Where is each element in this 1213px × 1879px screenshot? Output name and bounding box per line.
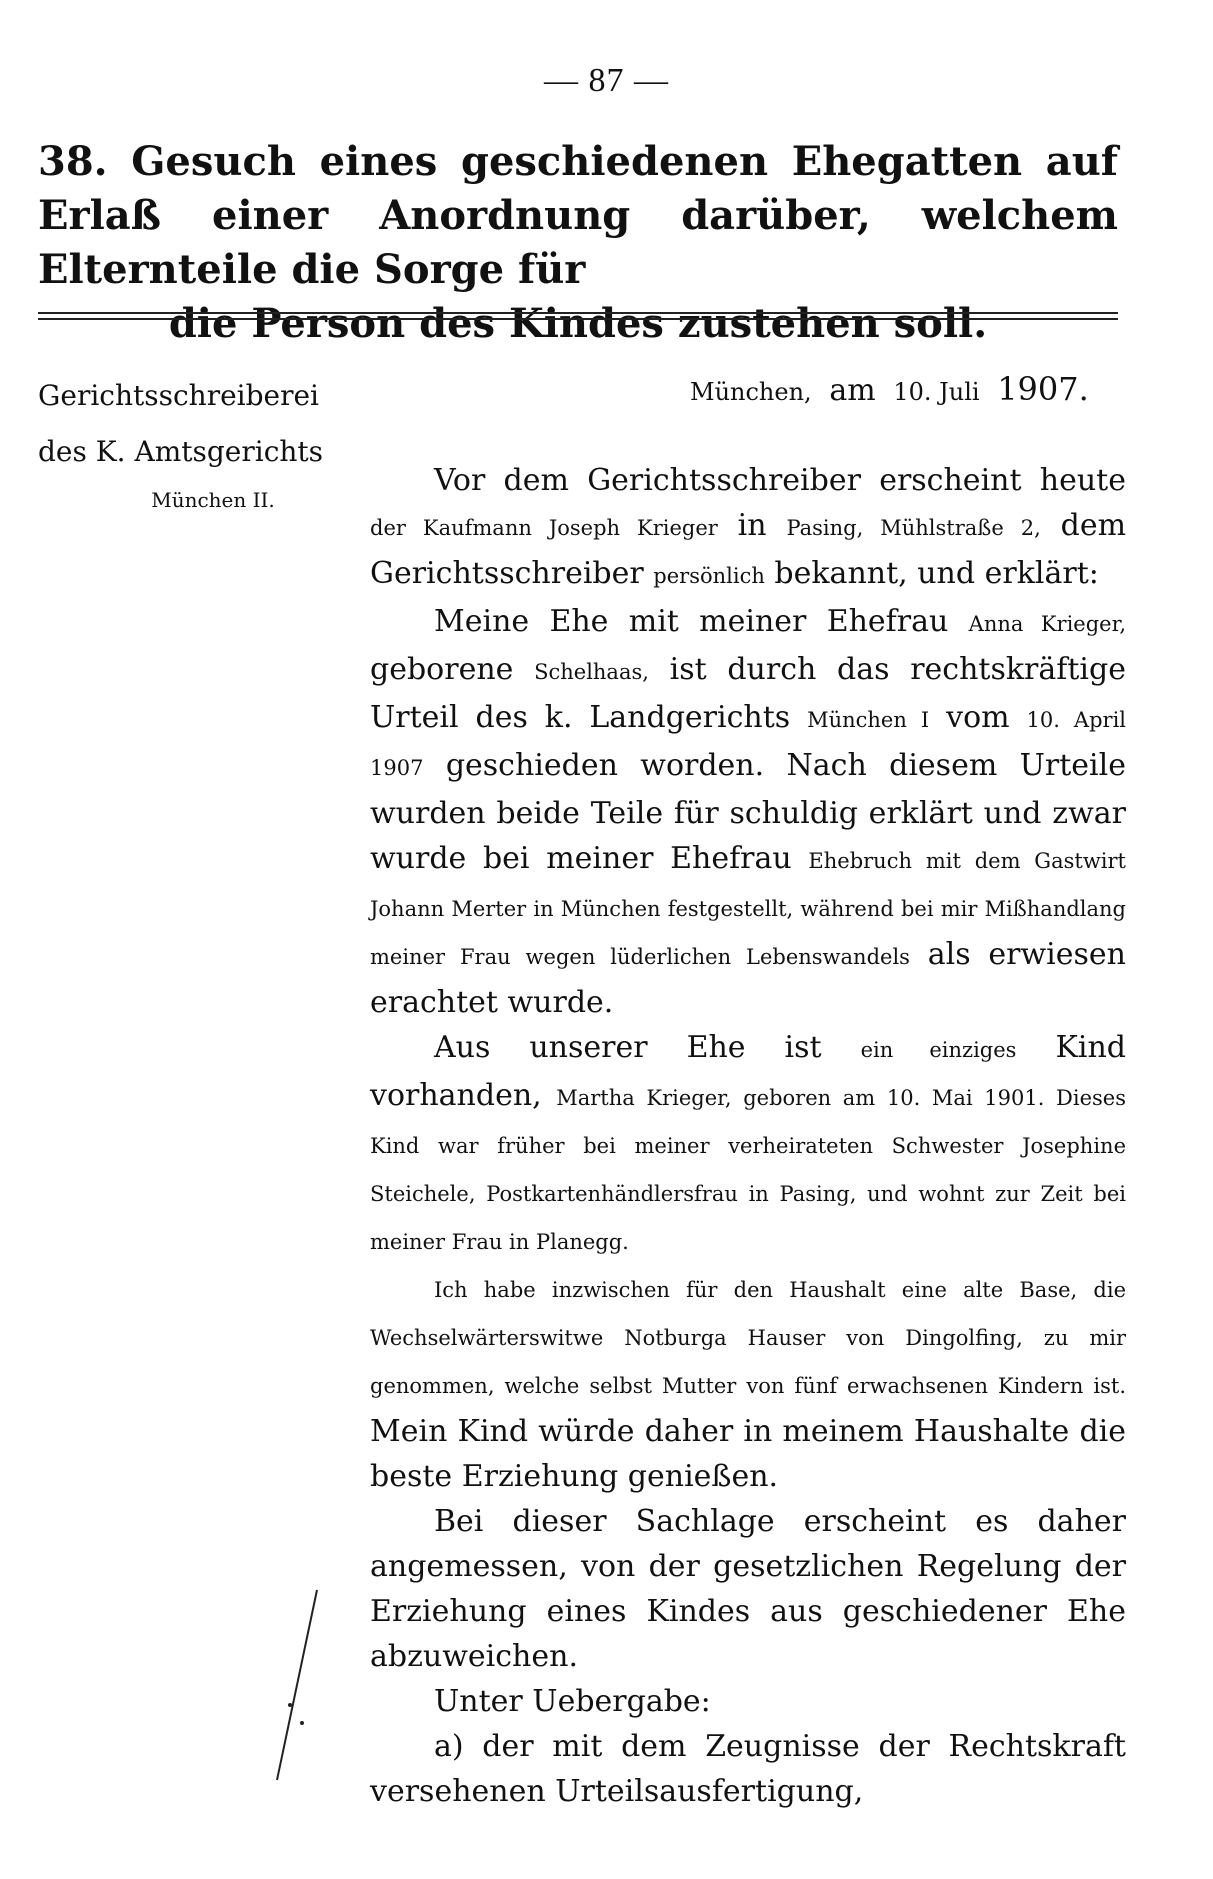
margin-slash-mark [272,1585,352,1785]
text-run: vom [946,700,1010,735]
enclosure-item-a: a) der mit dem Zeugnisse der Rechtskraft versehenen Urteilsausfertigung, [370,1729,1126,1809]
filled-word: ein einziges [860,1038,1017,1062]
court-office-block [38,368,358,520]
heading-line-a: 38. Gesuch eines geschiedenen Ehegatten auf Erlaß einer [38,138,1118,239]
text-run: geschieden worden. Nach diesem Urteile wurden beide Teile für schuldig erklärt und zwar wurde bei meiner Ehefrau [370,748,1126,876]
filled-name: der Kaufmann Joseph Krieger [370,516,718,540]
court-office-line-1: Gerichtsschreiberei [38,379,320,412]
dateline-day-month: 10. Juli [893,378,980,406]
text-run: dem Gerichtsschreiber [370,508,1127,591]
heading-rule-bottom [38,318,1118,320]
filled-name: Anna Krieger, [968,612,1126,636]
heading-rule-top [38,312,1118,314]
text-run: ist durch das rechtskräftige Urteil des k. Landgerichts [370,652,1126,735]
filled-court: München I [807,708,930,732]
court-office-line-3: München II. [151,488,275,512]
dateline [690,370,1099,408]
text-run: Kind vorhanden, [370,1030,1126,1113]
filled-address: Pasing, Mühlstraße 2, [786,516,1041,540]
heading-line-b: Anordnung darüber, welchem Elternteile die Sorge für [38,192,1118,293]
text-run: in [737,508,767,543]
filled-name: Schelhaas, [534,660,649,684]
dateline-place: München, [690,378,812,406]
filled-text: Ehebruch mit dem Gastwirt Johann Merter in München festgestellt, während bei mir Mißhandlang meiner Frau wegen lüderlichen Lebenswandels [370,849,1126,969]
paragraph-request: Bei dieser Sachlage erscheint es daher angemessen, von der gesetzlichen Regelung der Erziehung eines Kindes aus geschiedener Ehe abzuweichen. [370,1504,1126,1674]
paragraph-marriage [370,599,1126,1025]
paragraph-child [370,1025,1126,1265]
filled-text: Ich habe inzwischen für den Haushalt eine alte Base, die Wechselwärterswitwe Notburga Hauser von Dingolfing, zu mir genommen, welche selbst Mutter von fünf erwachsenen Kindern ist. [370,1278,1126,1398]
text-run: als erwiesen erachtet wurde. [370,937,1127,1020]
paragraph-appearance [370,458,1126,599]
paragraph-enclosures: Unter Uebergabe: [434,1684,711,1719]
page-number: — 87 — [544,62,669,99]
dateline-year: 1907. [997,370,1089,408]
heading-line-c: die Person des Kindes zustehen soll. [168,300,988,347]
court-office-line-2: des K. Amtsgerichts [38,435,324,468]
text-run: geborene [370,652,514,687]
filled-word: persönlich [653,564,765,588]
filled-date: 10. April 1907 [370,708,1127,780]
text-run: Aus unserer Ehe ist [434,1030,822,1065]
paragraph-household [370,1265,1126,1499]
dateline-am: am [829,373,876,408]
text-run: bekannt, und erklärt: [774,556,1099,591]
text-run: Meine Ehe mit meiner Ehefrau [434,604,949,639]
text-run: Vor dem Gerichtsschreiber erscheint heute [434,463,1126,498]
protocol-body [370,458,1126,1814]
text-run: Mein Kind würde daher in meinem Haushalte die beste Erziehung genießen. [370,1414,1126,1494]
filled-text: Martha Krieger, geboren am 10. Mai 1901. Dieses Kind war früher bei meiner verheirateten Schwester Josephine Steichele, Postkartenhändlersfrau in Pasing, und wohnt zur Zeit bei meiner Frau in Planegg. [370,1086,1126,1254]
